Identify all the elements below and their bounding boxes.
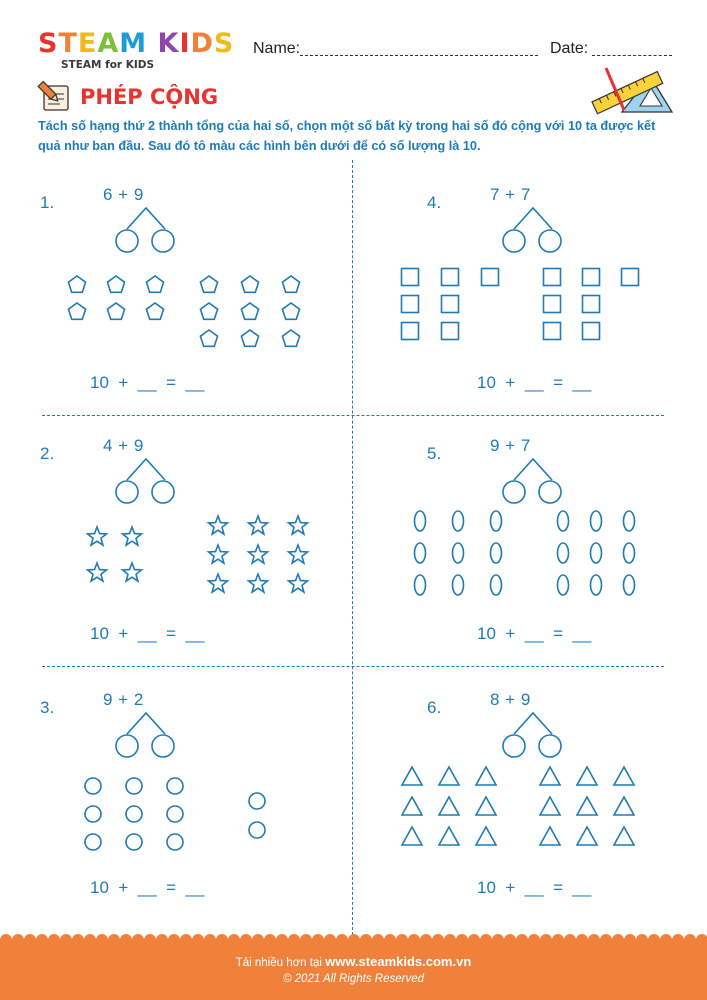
scallop-bump (120, 934, 132, 946)
scallop-bump (144, 934, 156, 946)
pentagon-shape[interactable] (107, 303, 124, 319)
triangle-shape[interactable] (614, 797, 634, 815)
triangle-shape[interactable] (476, 827, 496, 845)
square-shape[interactable] (583, 269, 600, 286)
triangle-shape[interactable] (402, 797, 422, 815)
oval-shape[interactable] (591, 575, 602, 595)
scallop-bump (372, 934, 384, 946)
scallop-bump (468, 934, 480, 946)
scallop-bump (168, 934, 180, 946)
circle-shape[interactable] (167, 778, 183, 794)
oval-shape[interactable] (624, 511, 635, 531)
scallop-bump (216, 934, 228, 946)
equation-answer-line[interactable]: 10 + __ = __ (90, 624, 205, 643)
equation-answer-line[interactable]: 10 + __ = __ (477, 373, 592, 392)
scallop-bump (348, 934, 360, 946)
oval-shape[interactable] (491, 511, 502, 531)
scallop-bump (12, 934, 24, 946)
triangle-shape[interactable] (577, 767, 597, 785)
circle-shape[interactable] (167, 806, 183, 822)
triangle-shape[interactable] (402, 767, 422, 785)
oval-shape[interactable] (415, 543, 426, 563)
oval-shape[interactable] (415, 511, 426, 531)
circle-shape[interactable] (167, 834, 183, 850)
oval-shape[interactable] (491, 543, 502, 563)
scallop-bump (240, 934, 252, 946)
ruler-set-square-icon (588, 64, 674, 116)
footer-scallop-edge (0, 931, 707, 943)
bond-right-circle[interactable] (152, 735, 174, 757)
scallop-bump (444, 934, 456, 946)
scallop-bump (60, 934, 72, 946)
triangle-shape[interactable] (476, 797, 496, 815)
triangle-shape[interactable] (476, 767, 496, 785)
pentagon-shape[interactable] (200, 303, 217, 319)
square-shape[interactable] (544, 323, 561, 340)
star-shape[interactable] (289, 574, 308, 592)
date-field[interactable] (592, 55, 672, 56)
scallop-bump (252, 934, 264, 946)
addition-expression: 4 + 9 (103, 436, 144, 455)
scallop-bump (432, 934, 444, 946)
scallop-bump (672, 934, 684, 946)
oval-shape[interactable] (591, 511, 602, 531)
scallop-bump (300, 934, 312, 946)
oval-shape[interactable] (591, 543, 602, 563)
scallop-bump (0, 934, 12, 946)
triangle-shape[interactable] (439, 827, 459, 845)
pentagon-shape[interactable] (68, 303, 85, 319)
bond-left-circle[interactable] (116, 481, 138, 503)
triangle-shape[interactable] (577, 797, 597, 815)
problem-number: 2. (40, 444, 55, 463)
triangle-shape[interactable] (577, 827, 597, 845)
worksheet-icon (36, 80, 72, 112)
problem-number: 4. (427, 193, 442, 212)
oval-shape[interactable] (453, 511, 464, 531)
logo-letter: E (77, 28, 98, 59)
logo-letter: M (119, 28, 148, 59)
circle-shape[interactable] (126, 834, 142, 850)
scallop-bump (636, 934, 648, 946)
scallop-bump (84, 934, 96, 946)
square-shape[interactable] (442, 296, 459, 313)
square-shape[interactable] (544, 296, 561, 313)
triangle-shape[interactable] (439, 767, 459, 785)
pentagon-shape[interactable] (241, 303, 258, 319)
scallop-bump (48, 934, 60, 946)
bond-branch (127, 713, 165, 734)
number-bond (497, 710, 567, 764)
star-shape[interactable] (249, 516, 268, 534)
triangle-shape[interactable] (614, 827, 634, 845)
number-bond (110, 205, 180, 259)
circle-shape[interactable] (85, 834, 101, 850)
name-field[interactable] (300, 55, 538, 56)
scallop-bump (420, 934, 432, 946)
problem-number: 3. (40, 698, 55, 717)
triangle-shape[interactable] (540, 797, 560, 815)
star-shape[interactable] (123, 527, 142, 545)
logo-letter: T (58, 28, 78, 59)
pentagon-shape[interactable] (241, 276, 258, 292)
bond-right-circle[interactable] (152, 230, 174, 252)
problem-number: 5. (427, 444, 442, 463)
triangle-shape[interactable] (402, 827, 422, 845)
bond-branch (514, 459, 552, 480)
circle-shape[interactable] (85, 778, 101, 794)
oval-shape[interactable] (624, 543, 635, 563)
circle-shape[interactable] (85, 806, 101, 822)
scallop-bump (156, 934, 168, 946)
footer (0, 940, 707, 1000)
pentagon-shape[interactable] (282, 330, 299, 346)
scallop-bump (108, 934, 120, 946)
oval-shape[interactable] (558, 575, 569, 595)
oval-shape[interactable] (491, 575, 502, 595)
footer-prefix: Tải nhiều hơn tại (235, 957, 326, 969)
scallop-bump (576, 934, 588, 946)
brand-logo-wordmark (38, 30, 234, 58)
scallop-bump (96, 934, 108, 946)
square-shape[interactable] (583, 296, 600, 313)
scallop-bump (180, 934, 192, 946)
footer-download-line (0, 954, 707, 969)
scallop-bump (684, 934, 696, 946)
logo-letter: S (213, 28, 235, 59)
oval-shape[interactable] (453, 543, 464, 563)
bond-left-circle[interactable] (116, 735, 138, 757)
star-shape[interactable] (88, 527, 107, 545)
star-shape[interactable] (289, 545, 308, 563)
scallop-bump (540, 934, 552, 946)
triangle-shape[interactable] (540, 767, 560, 785)
brand-logo-subtitle: STEAM for KIDS (61, 59, 155, 71)
circle-shape[interactable] (126, 778, 142, 794)
equation-answer-line[interactable]: 10 + __ = __ (90, 373, 205, 392)
addition-expression: 6 + 9 (103, 185, 144, 204)
pentagon-shape[interactable] (200, 330, 217, 346)
bond-branch (514, 208, 552, 229)
square-shape[interactable] (402, 269, 419, 286)
bond-branch (127, 208, 165, 229)
scallop-bump (264, 934, 276, 946)
oval-shape[interactable] (415, 575, 426, 595)
brand-logo (38, 30, 234, 71)
bond-right-circle[interactable] (152, 481, 174, 503)
square-shape[interactable] (402, 323, 419, 340)
footer-copyright: © 2021 All Rights Reserved (282, 973, 424, 985)
bond-branch (127, 459, 165, 480)
footer-url-link[interactable]: www.steamkids.com.vn (325, 954, 472, 969)
star-shape[interactable] (209, 516, 228, 534)
bond-left-circle[interactable] (116, 230, 138, 252)
square-shape[interactable] (544, 269, 561, 286)
logo-letter: D (190, 28, 214, 59)
oval-shape[interactable] (624, 575, 635, 595)
star-shape[interactable] (88, 563, 107, 581)
worksheet-title: PHÉP CỘNG (80, 85, 219, 109)
pentagon-shape[interactable] (146, 276, 163, 292)
star-shape[interactable] (289, 516, 308, 534)
triangle-shape[interactable] (614, 767, 634, 785)
scallop-bump (228, 934, 240, 946)
oval-shape[interactable] (558, 511, 569, 531)
number-bond (110, 456, 180, 510)
horizontal-divider-1 (42, 415, 664, 416)
scallop-bump (516, 934, 528, 946)
scallop-bump (324, 934, 336, 946)
scallop-bump (24, 934, 36, 946)
scallop-bump (696, 934, 707, 946)
scallop-bump (600, 934, 612, 946)
instructions-text: Tách số hạng thứ 2 thành tổng của hai số, chọn một số bất kỳ trong hai số đó cộng với 10 ta được kết quả như ban đầu. Sau đó tô màu các hình bên dưới để có số lượng là 10. (38, 119, 656, 153)
triangle-shape[interactable] (540, 827, 560, 845)
square-shape[interactable] (482, 269, 499, 286)
scallop-bump (192, 934, 204, 946)
scallop-bump (492, 934, 504, 946)
star-shape[interactable] (209, 545, 228, 563)
logo-letter: I (179, 28, 191, 59)
scallop-bump (480, 934, 492, 946)
scallop-bump (648, 934, 660, 946)
circle-shape[interactable] (249, 793, 265, 809)
number-bond (497, 456, 567, 510)
horizontal-divider-2 (42, 666, 664, 667)
pentagon-shape[interactable] (282, 303, 299, 319)
pentagon-shape[interactable] (200, 276, 217, 292)
square-shape[interactable] (402, 296, 419, 313)
triangle-shape[interactable] (439, 797, 459, 815)
scallop-bump (288, 934, 300, 946)
scallop-bump (72, 934, 84, 946)
addition-expression: 9 + 2 (103, 690, 144, 709)
equation-answer-line[interactable]: 10 + __ = __ (90, 878, 205, 897)
addition-expression: 8 + 9 (490, 690, 531, 709)
square-shape[interactable] (442, 323, 459, 340)
square-shape[interactable] (622, 269, 639, 286)
oval-shape[interactable] (558, 543, 569, 563)
pentagon-shape[interactable] (146, 303, 163, 319)
scallop-bump (384, 934, 396, 946)
scallop-bump (204, 934, 216, 946)
scallop-bump (36, 934, 48, 946)
logo-letter (147, 28, 157, 59)
scallop-bump (132, 934, 144, 946)
scallop-bump (312, 934, 324, 946)
problem-number: 6. (427, 698, 442, 717)
addition-expression: 7 + 7 (490, 185, 531, 204)
scallop-bump (612, 934, 624, 946)
number-bond (497, 205, 567, 259)
circle-shape[interactable] (249, 822, 265, 838)
square-shape[interactable] (583, 323, 600, 340)
scallop-bump (336, 934, 348, 946)
pentagon-shape[interactable] (68, 276, 85, 292)
scallop-bump (396, 934, 408, 946)
problem-number: 1. (40, 193, 55, 212)
logo-letter: S (38, 28, 59, 59)
scallop-bump (528, 934, 540, 946)
scallop-bump (624, 934, 636, 946)
vertical-divider (352, 160, 353, 940)
scallop-bump (660, 934, 672, 946)
bond-branch (514, 713, 552, 734)
star-shape[interactable] (209, 574, 228, 592)
equation-answer-line[interactable]: 10 + __ = __ (477, 878, 592, 897)
scallop-bump (276, 934, 288, 946)
star-shape[interactable] (249, 545, 268, 563)
scallop-bump (588, 934, 600, 946)
scallop-bump (564, 934, 576, 946)
logo-letter: A (97, 28, 120, 59)
star-shape[interactable] (249, 574, 268, 592)
bond-right-circle[interactable] (539, 481, 561, 503)
bond-right-circle[interactable] (539, 735, 561, 757)
square-shape[interactable] (442, 269, 459, 286)
scallop-bump (360, 934, 372, 946)
scallop-bump (456, 934, 468, 946)
bond-left-circle[interactable] (503, 481, 525, 503)
scallop-bump (408, 934, 420, 946)
name-label: Name: (253, 40, 301, 57)
scallop-bump (504, 934, 516, 946)
bond-left-circle[interactable] (503, 735, 525, 757)
equation-answer-line[interactable]: 10 + __ = __ (477, 624, 592, 643)
oval-shape[interactable] (453, 575, 464, 595)
bond-left-circle[interactable] (503, 230, 525, 252)
pentagon-shape[interactable] (241, 330, 258, 346)
star-shape[interactable] (123, 563, 142, 581)
date-label: Date: (550, 40, 589, 57)
logo-letter: K (157, 28, 180, 59)
scallop-bump (552, 934, 564, 946)
bond-right-circle[interactable] (539, 230, 561, 252)
pentagon-shape[interactable] (282, 276, 299, 292)
addition-expression: 9 + 7 (490, 436, 531, 455)
circle-shape[interactable] (126, 806, 142, 822)
pentagon-shape[interactable] (107, 276, 124, 292)
number-bond (110, 710, 180, 764)
